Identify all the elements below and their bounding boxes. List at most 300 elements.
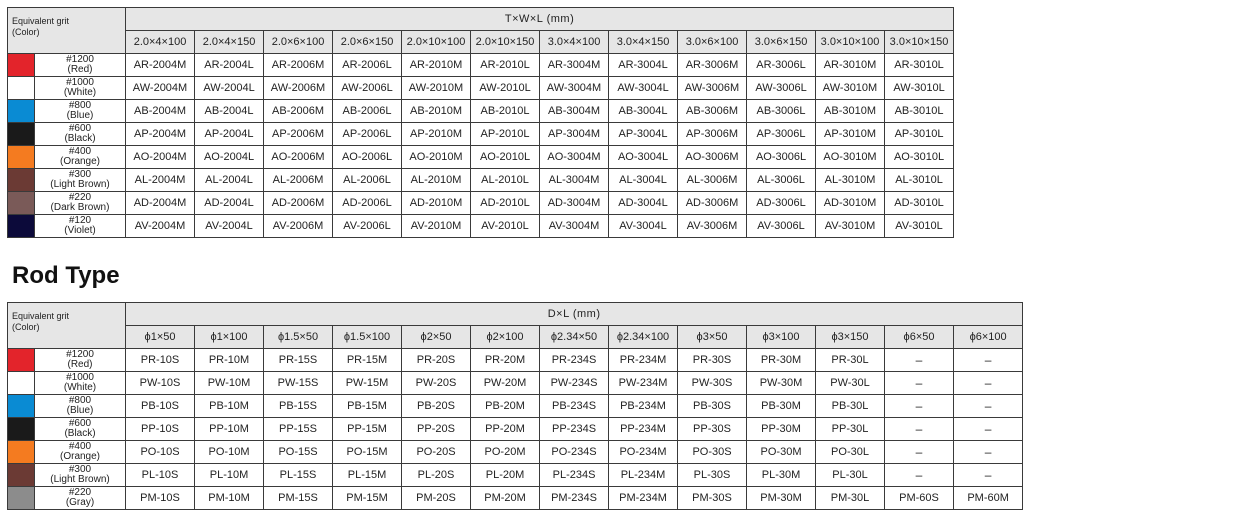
product-code: PL-20S bbox=[402, 464, 471, 487]
size-header: ϕ1×50 bbox=[126, 326, 195, 349]
color-swatch bbox=[8, 464, 35, 487]
product-code: – bbox=[885, 418, 954, 441]
grit-number: #1200 bbox=[66, 349, 94, 360]
color-swatch bbox=[8, 487, 35, 510]
grit-color-name: (Blue) bbox=[66, 110, 94, 121]
size-header: ϕ3×50 bbox=[678, 326, 747, 349]
grit-color-name: (Red) bbox=[67, 64, 93, 75]
product-code: PW-234M bbox=[609, 372, 678, 395]
product-code: AW-3006L bbox=[747, 77, 816, 100]
product-code: AR-3010L bbox=[885, 54, 954, 77]
size-header: ϕ1.5×50 bbox=[264, 326, 333, 349]
grit-number: #1200 bbox=[66, 54, 94, 65]
grit-color-name: (Black) bbox=[64, 133, 96, 144]
size-header: ϕ1×100 bbox=[195, 326, 264, 349]
product-code: PW-234S bbox=[540, 372, 609, 395]
product-code: AR-2006L bbox=[333, 54, 402, 77]
product-code: AW-2004M bbox=[126, 77, 195, 100]
product-code: PL-30M bbox=[747, 464, 816, 487]
grit-label bbox=[35, 349, 126, 372]
grit-label bbox=[35, 123, 126, 146]
grit-color-header-line: (Color) bbox=[12, 322, 40, 332]
product-code: PR-30M bbox=[747, 349, 816, 372]
product-code: – bbox=[885, 372, 954, 395]
product-code: PP-10M bbox=[195, 418, 264, 441]
product-code: PO-20M bbox=[471, 441, 540, 464]
product-code: PO-234M bbox=[609, 441, 678, 464]
product-code: PL-234S bbox=[540, 464, 609, 487]
product-code: AL-2006M bbox=[264, 169, 333, 192]
product-code: PM-15S bbox=[264, 487, 333, 510]
product-code: AR-3006M bbox=[678, 54, 747, 77]
product-code: PM-60M bbox=[954, 487, 1023, 510]
grit-number: #400 bbox=[68, 441, 92, 452]
product-code: PW-15M bbox=[333, 372, 402, 395]
product-code: AW-2006L bbox=[333, 77, 402, 100]
grit-color-header-line: (Color) bbox=[12, 27, 40, 37]
product-code: PP-30M bbox=[747, 418, 816, 441]
table-row bbox=[8, 464, 1023, 487]
product-code: PW-10M bbox=[195, 372, 264, 395]
product-code: AV-3006L bbox=[747, 215, 816, 238]
product-code: PB-10S bbox=[126, 395, 195, 418]
color-swatch bbox=[8, 169, 35, 192]
product-code: PR-20S bbox=[402, 349, 471, 372]
product-code: AD-3006M bbox=[678, 192, 747, 215]
product-code: AD-2006M bbox=[264, 192, 333, 215]
size-header: ϕ2×50 bbox=[402, 326, 471, 349]
product-code: PO-30M bbox=[747, 441, 816, 464]
product-code: AD-3004L bbox=[609, 192, 678, 215]
product-code: AL-3004L bbox=[609, 169, 678, 192]
product-code: PM-30S bbox=[678, 487, 747, 510]
product-code: PB-30M bbox=[747, 395, 816, 418]
table-row bbox=[8, 100, 954, 123]
table-row bbox=[8, 487, 1023, 510]
product-code: AW-2006M bbox=[264, 77, 333, 100]
product-code: PO-15M bbox=[333, 441, 402, 464]
size-header: 3.0×4×100 bbox=[540, 31, 609, 54]
product-code: – bbox=[954, 395, 1023, 418]
color-swatch bbox=[8, 441, 35, 464]
grit-label bbox=[35, 192, 126, 215]
product-code: AP-2004M bbox=[126, 123, 195, 146]
product-code: PR-10S bbox=[126, 349, 195, 372]
product-code: – bbox=[954, 464, 1023, 487]
grit-number: #220 bbox=[68, 192, 92, 203]
grit-color-name: (Black) bbox=[64, 428, 96, 439]
product-code: PL-20M bbox=[471, 464, 540, 487]
product-code: AV-3010L bbox=[885, 215, 954, 238]
grit-color-name: (Violet) bbox=[64, 225, 96, 236]
grit-label bbox=[35, 169, 126, 192]
size-header: 2.0×10×150 bbox=[471, 31, 540, 54]
grit-color-name: (Blue) bbox=[66, 405, 94, 416]
product-code: AO-3004L bbox=[609, 146, 678, 169]
table-row bbox=[8, 146, 954, 169]
product-code: PW-15S bbox=[264, 372, 333, 395]
product-code: AV-2010M bbox=[402, 215, 471, 238]
grit-color-name: (White) bbox=[63, 87, 97, 98]
product-code: – bbox=[954, 418, 1023, 441]
size-header-row bbox=[8, 31, 954, 54]
grit-label bbox=[35, 487, 126, 510]
table-row bbox=[8, 169, 954, 192]
product-code: AO-2004M bbox=[126, 146, 195, 169]
rod-type-table bbox=[7, 302, 1023, 510]
product-code: AW-2010L bbox=[471, 77, 540, 100]
grit-number: #1000 bbox=[66, 77, 94, 88]
product-code: PP-234S bbox=[540, 418, 609, 441]
grit-number: #800 bbox=[68, 100, 92, 111]
table-row bbox=[8, 372, 1023, 395]
product-code: AW-3004M bbox=[540, 77, 609, 100]
product-code: AB-3004L bbox=[609, 100, 678, 123]
product-code: PM-60S bbox=[885, 487, 954, 510]
grit-label bbox=[35, 418, 126, 441]
product-code: AO-3010M bbox=[816, 146, 885, 169]
grit-label bbox=[35, 77, 126, 100]
size-header: ϕ2×100 bbox=[471, 326, 540, 349]
product-code: AR-2010M bbox=[402, 54, 471, 77]
product-code: AW-2004L bbox=[195, 77, 264, 100]
grit-number: #220 bbox=[68, 487, 92, 498]
table-row bbox=[8, 441, 1023, 464]
product-code: AW-3010M bbox=[816, 77, 885, 100]
grit-color-name: (Red) bbox=[67, 359, 93, 370]
color-swatch bbox=[8, 372, 35, 395]
product-code: AO-3006M bbox=[678, 146, 747, 169]
product-code: PR-20M bbox=[471, 349, 540, 372]
size-header: 3.0×4×150 bbox=[609, 31, 678, 54]
product-code: PO-15S bbox=[264, 441, 333, 464]
product-code: PB-10M bbox=[195, 395, 264, 418]
product-code: PM-30M bbox=[747, 487, 816, 510]
product-code: PL-30L bbox=[816, 464, 885, 487]
product-code: AV-3010M bbox=[816, 215, 885, 238]
product-code: AL-2010L bbox=[471, 169, 540, 192]
grit-number: #1000 bbox=[66, 372, 94, 383]
product-code: PR-30S bbox=[678, 349, 747, 372]
product-code: AP-2006M bbox=[264, 123, 333, 146]
product-code: PW-20M bbox=[471, 372, 540, 395]
product-code: AP-2010M bbox=[402, 123, 471, 146]
product-code: AO-2006M bbox=[264, 146, 333, 169]
product-code: AD-2004L bbox=[195, 192, 264, 215]
grit-number: #800 bbox=[68, 395, 92, 406]
product-code: PB-234M bbox=[609, 395, 678, 418]
grit-label bbox=[35, 215, 126, 238]
product-code: – bbox=[954, 372, 1023, 395]
product-code: PL-10S bbox=[126, 464, 195, 487]
product-code: PW-30S bbox=[678, 372, 747, 395]
product-code: AR-3004L bbox=[609, 54, 678, 77]
size-header: 2.0×4×100 bbox=[126, 31, 195, 54]
product-code: AD-3010M bbox=[816, 192, 885, 215]
product-code: AV-2006L bbox=[333, 215, 402, 238]
dimension-header: D×L (mm) bbox=[126, 303, 1023, 326]
grit-number: #400 bbox=[68, 146, 92, 157]
grit-number: #300 bbox=[68, 464, 92, 475]
product-code: PW-30L bbox=[816, 372, 885, 395]
color-swatch bbox=[8, 123, 35, 146]
product-code: AP-3010M bbox=[816, 123, 885, 146]
product-code: PM-10S bbox=[126, 487, 195, 510]
product-code: AL-3010L bbox=[885, 169, 954, 192]
grit-label bbox=[35, 100, 126, 123]
product-code: AP-3010L bbox=[885, 123, 954, 146]
table-row bbox=[8, 349, 1023, 372]
size-header: ϕ2.34×50 bbox=[540, 326, 609, 349]
product-code: PW-10S bbox=[126, 372, 195, 395]
product-code: – bbox=[885, 464, 954, 487]
grit-number: #300 bbox=[68, 169, 92, 180]
product-code: AO-2010M bbox=[402, 146, 471, 169]
product-code: – bbox=[885, 349, 954, 372]
product-code: PP-30S bbox=[678, 418, 747, 441]
product-code: PM-10M bbox=[195, 487, 264, 510]
product-code: PL-15S bbox=[264, 464, 333, 487]
product-code: AP-3006M bbox=[678, 123, 747, 146]
color-swatch bbox=[8, 418, 35, 441]
product-code: – bbox=[954, 441, 1023, 464]
product-code: PL-15M bbox=[333, 464, 402, 487]
product-code: PB-30L bbox=[816, 395, 885, 418]
size-header: ϕ3×100 bbox=[747, 326, 816, 349]
product-code: PM-234S bbox=[540, 487, 609, 510]
size-header: 3.0×10×150 bbox=[885, 31, 954, 54]
product-code: AL-2004L bbox=[195, 169, 264, 192]
color-swatch bbox=[8, 395, 35, 418]
product-code: AL-3004M bbox=[540, 169, 609, 192]
table-row bbox=[8, 395, 1023, 418]
product-code: AL-2010M bbox=[402, 169, 471, 192]
grit-label bbox=[35, 441, 126, 464]
product-code: AR-3004M bbox=[540, 54, 609, 77]
product-code: PM-234M bbox=[609, 487, 678, 510]
product-code: AD-3010L bbox=[885, 192, 954, 215]
product-code: PB-15M bbox=[333, 395, 402, 418]
product-code: AR-2006M bbox=[264, 54, 333, 77]
grit-color-name: (Orange) bbox=[60, 451, 101, 462]
product-code: AL-3010M bbox=[816, 169, 885, 192]
product-code: PP-15S bbox=[264, 418, 333, 441]
product-code: AB-3004M bbox=[540, 100, 609, 123]
product-code: AR-2004M bbox=[126, 54, 195, 77]
product-code: PR-15M bbox=[333, 349, 402, 372]
product-code: AV-2010L bbox=[471, 215, 540, 238]
product-code: AR-3006L bbox=[747, 54, 816, 77]
product-code: AP-3006L bbox=[747, 123, 816, 146]
grit-label bbox=[35, 54, 126, 77]
header-row bbox=[8, 8, 954, 31]
color-swatch bbox=[8, 100, 35, 123]
product-code: PO-20S bbox=[402, 441, 471, 464]
section-title-rod-type: Rod Type bbox=[12, 262, 120, 289]
product-code: PO-10S bbox=[126, 441, 195, 464]
product-code: PO-30L bbox=[816, 441, 885, 464]
table-row bbox=[8, 123, 954, 146]
size-header: ϕ6×100 bbox=[954, 326, 1023, 349]
plate-type-table bbox=[7, 7, 954, 238]
product-code: – bbox=[954, 349, 1023, 372]
product-code: AB-3006L bbox=[747, 100, 816, 123]
product-code: AP-2010L bbox=[471, 123, 540, 146]
product-code: PP-234M bbox=[609, 418, 678, 441]
product-code: AD-2010M bbox=[402, 192, 471, 215]
product-code: – bbox=[885, 441, 954, 464]
size-header: 3.0×10×100 bbox=[816, 31, 885, 54]
grit-label bbox=[35, 464, 126, 487]
product-code: PR-234S bbox=[540, 349, 609, 372]
product-code: AR-2010L bbox=[471, 54, 540, 77]
product-code: AV-2004L bbox=[195, 215, 264, 238]
grit-color-header-line: Equivalent grit bbox=[12, 311, 70, 321]
product-code: AV-2006M bbox=[264, 215, 333, 238]
product-code: AB-3010M bbox=[816, 100, 885, 123]
product-code: PM-15M bbox=[333, 487, 402, 510]
product-code: AB-2006M bbox=[264, 100, 333, 123]
product-code: AB-3010L bbox=[885, 100, 954, 123]
product-code: PP-20M bbox=[471, 418, 540, 441]
product-code: AV-3004M bbox=[540, 215, 609, 238]
product-code: PB-30S bbox=[678, 395, 747, 418]
size-header: ϕ2.34×100 bbox=[609, 326, 678, 349]
color-swatch bbox=[8, 215, 35, 238]
product-code: PO-10M bbox=[195, 441, 264, 464]
size-header-row bbox=[8, 326, 1023, 349]
color-swatch bbox=[8, 146, 35, 169]
product-code: PP-30L bbox=[816, 418, 885, 441]
color-swatch bbox=[8, 77, 35, 100]
product-code: AB-2004L bbox=[195, 100, 264, 123]
table-row bbox=[8, 54, 954, 77]
product-code: AB-2010L bbox=[471, 100, 540, 123]
product-code: AL-2004M bbox=[126, 169, 195, 192]
product-code: AO-3010L bbox=[885, 146, 954, 169]
product-code: AL-3006M bbox=[678, 169, 747, 192]
product-code: PM-20S bbox=[402, 487, 471, 510]
grit-color-name: (Light Brown) bbox=[50, 179, 110, 190]
product-code: AD-2004M bbox=[126, 192, 195, 215]
dimension-header: T×W×L (mm) bbox=[126, 8, 954, 31]
product-code: PR-30L bbox=[816, 349, 885, 372]
product-code: AW-3010L bbox=[885, 77, 954, 100]
product-code: PO-30S bbox=[678, 441, 747, 464]
product-code: PM-30L bbox=[816, 487, 885, 510]
product-code: AO-3004M bbox=[540, 146, 609, 169]
grit-color-name: (Orange) bbox=[60, 156, 101, 167]
grit-number: #600 bbox=[68, 418, 92, 429]
color-swatch bbox=[8, 349, 35, 372]
table-row bbox=[8, 77, 954, 100]
product-code: AP-2004L bbox=[195, 123, 264, 146]
size-header: ϕ6×50 bbox=[885, 326, 954, 349]
size-header: 2.0×6×150 bbox=[333, 31, 402, 54]
grit-number: #600 bbox=[68, 123, 92, 134]
product-code: AD-2006L bbox=[333, 192, 402, 215]
product-code: PP-20S bbox=[402, 418, 471, 441]
product-code: PL-10M bbox=[195, 464, 264, 487]
product-code: PR-10M bbox=[195, 349, 264, 372]
grit-color-name: (White) bbox=[63, 382, 97, 393]
product-code: PW-20S bbox=[402, 372, 471, 395]
size-header: ϕ3×150 bbox=[816, 326, 885, 349]
size-header: 2.0×10×100 bbox=[402, 31, 471, 54]
product-code: AO-2004L bbox=[195, 146, 264, 169]
size-header: ϕ1.5×100 bbox=[333, 326, 402, 349]
table-row bbox=[8, 418, 1023, 441]
product-code: PW-30M bbox=[747, 372, 816, 395]
product-code: AW-3004L bbox=[609, 77, 678, 100]
product-code: – bbox=[885, 395, 954, 418]
product-code: AB-2006L bbox=[333, 100, 402, 123]
product-code: AD-3004M bbox=[540, 192, 609, 215]
product-code: PL-30S bbox=[678, 464, 747, 487]
product-code: PP-10S bbox=[126, 418, 195, 441]
product-code: AV-3004L bbox=[609, 215, 678, 238]
product-code: AP-3004M bbox=[540, 123, 609, 146]
size-header: 3.0×6×100 bbox=[678, 31, 747, 54]
header-row bbox=[8, 303, 1023, 326]
product-code: AB-2004M bbox=[126, 100, 195, 123]
product-code: AB-3006M bbox=[678, 100, 747, 123]
product-code: AB-2010M bbox=[402, 100, 471, 123]
grit-color-name: (Gray) bbox=[65, 497, 95, 508]
grit-color-name: (Light Brown) bbox=[50, 474, 110, 485]
size-header: 2.0×4×150 bbox=[195, 31, 264, 54]
product-code: PR-234M bbox=[609, 349, 678, 372]
grit-label bbox=[35, 146, 126, 169]
product-code: PB-20S bbox=[402, 395, 471, 418]
product-code: PB-15S bbox=[264, 395, 333, 418]
size-header: 2.0×6×100 bbox=[264, 31, 333, 54]
product-code: AR-3010M bbox=[816, 54, 885, 77]
product-code: AL-2006L bbox=[333, 169, 402, 192]
product-code: PL-234M bbox=[609, 464, 678, 487]
product-code: PB-234S bbox=[540, 395, 609, 418]
product-code: AL-3006L bbox=[747, 169, 816, 192]
table-row bbox=[8, 192, 954, 215]
product-code: AO-3006L bbox=[747, 146, 816, 169]
product-code: AR-2004L bbox=[195, 54, 264, 77]
product-code: AP-3004L bbox=[609, 123, 678, 146]
grit-color-header bbox=[8, 8, 126, 54]
grit-color-header-line: Equivalent grit bbox=[12, 16, 70, 26]
size-header: 3.0×6×150 bbox=[747, 31, 816, 54]
product-code: AD-3006L bbox=[747, 192, 816, 215]
product-code: AV-2004M bbox=[126, 215, 195, 238]
product-code: PO-234S bbox=[540, 441, 609, 464]
grit-color-header bbox=[8, 303, 126, 349]
color-swatch bbox=[8, 54, 35, 77]
product-code: PB-20M bbox=[471, 395, 540, 418]
product-code: PM-20M bbox=[471, 487, 540, 510]
grit-number: #120 bbox=[68, 215, 92, 226]
product-code: AW-2010M bbox=[402, 77, 471, 100]
product-code: AO-2006L bbox=[333, 146, 402, 169]
product-code: AV-3006M bbox=[678, 215, 747, 238]
product-code: AD-2010L bbox=[471, 192, 540, 215]
color-swatch bbox=[8, 192, 35, 215]
grit-label bbox=[35, 395, 126, 418]
product-code: PP-15M bbox=[333, 418, 402, 441]
grit-label bbox=[35, 372, 126, 395]
table-row bbox=[8, 215, 954, 238]
product-code: AW-3006M bbox=[678, 77, 747, 100]
product-code: PR-15S bbox=[264, 349, 333, 372]
product-code: AP-2006L bbox=[333, 123, 402, 146]
